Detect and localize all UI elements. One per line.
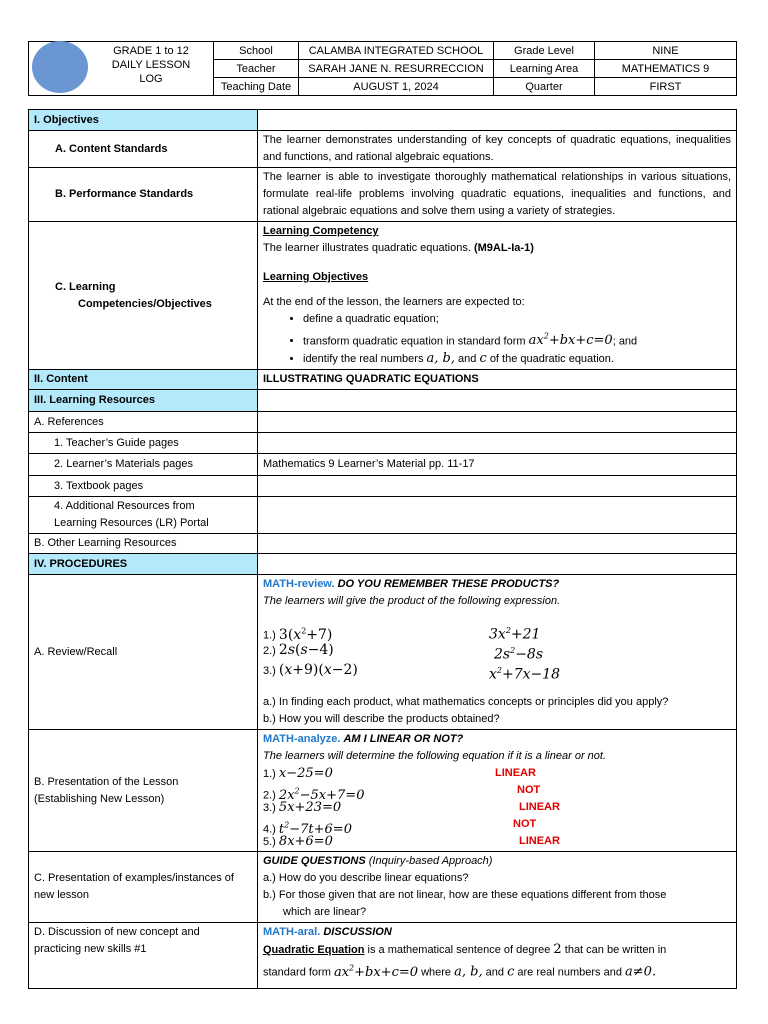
other-resources-empty bbox=[258, 534, 737, 554]
content-standards-label: A. Content Standards bbox=[29, 131, 258, 168]
math-analyze-tag: MATH-analyze. bbox=[263, 733, 341, 746]
linear-item-5-answer: LINEAR bbox=[519, 835, 560, 848]
learning-resources-heading: III. Learning Resources bbox=[29, 390, 258, 412]
content-standards-text: The learner demonstrates understanding of key concepts of quadratic equations, inequalities and functions, and rational algebraic equations. bbox=[258, 131, 737, 168]
review-item-1-expr: 1.) $3(x^2+7)$ bbox=[263, 626, 333, 643]
analyze-instruction: The learners will determine the following equation if it is a linear or not. bbox=[263, 750, 607, 763]
discussion-cell bbox=[258, 923, 737, 989]
guide-questions-heading bbox=[263, 853, 731, 870]
discussion-definition-line-1: Quadratic Equation is a mathematical sentence of degree 2 that can be written in bbox=[263, 942, 667, 958]
linear-item-5: 5.) 8x+6=0 LINEAR bbox=[263, 834, 560, 850]
learning-resources-empty bbox=[258, 390, 737, 412]
learning-competency-line bbox=[263, 240, 731, 257]
review-question: DO YOU REMEMBER THESE PRODUCTS? bbox=[337, 578, 560, 591]
discussion-label bbox=[29, 923, 258, 989]
linear-item-3: 3.) 5x+23=0 LINEAR bbox=[263, 800, 560, 816]
references-empty bbox=[258, 412, 737, 433]
competencies-label-line-2: Competencies/Objectives bbox=[78, 297, 212, 310]
header-line-3: LOG bbox=[139, 73, 163, 85]
learning-area-label: Learning Area bbox=[494, 60, 595, 78]
grade-level-label: Grade Level bbox=[494, 42, 595, 60]
examples-label bbox=[29, 852, 258, 923]
additional-resources-line-2: Learning Resources (LR) Portal bbox=[54, 517, 209, 530]
review-heading bbox=[263, 576, 731, 593]
objectives-heading: I. Objectives bbox=[29, 110, 258, 131]
guide-questions-title: GUIDE QUESTIONS bbox=[263, 855, 366, 868]
quadratic-equation-term: Quadratic Equation bbox=[263, 944, 365, 957]
presentation-cell bbox=[258, 730, 737, 852]
learners-materials-label: 2. Learner’s Materials pages bbox=[29, 454, 258, 476]
review-item-2-expr: 2.) 2s(s−4) bbox=[263, 642, 334, 659]
procedures-heading: IV. PROCEDURES bbox=[29, 554, 258, 575]
teachers-guide-empty bbox=[258, 433, 737, 454]
review-item-3-answer: $x^2+7x-18$ bbox=[489, 666, 561, 683]
teaching-date-label: Teaching Date bbox=[214, 78, 299, 96]
presentation-label-line-1: B. Presentation of the Lesson bbox=[34, 775, 179, 788]
learning-competency-text: The learner illustrates quadratic equations. bbox=[263, 242, 471, 254]
review-cell bbox=[258, 575, 737, 730]
additional-resources-label bbox=[29, 497, 258, 534]
textbook-label: 3. Textbook pages bbox=[29, 476, 258, 497]
grade-level-value: NINE bbox=[595, 42, 737, 60]
review-label: A. Review/Recall bbox=[29, 575, 258, 730]
objective-transform-tail: ; and bbox=[612, 335, 638, 348]
learning-objectives-intro: At the end of the lesson, the learners are expected to: bbox=[263, 296, 525, 308]
textbook-empty bbox=[258, 476, 737, 497]
content-value: ILLUSTRATING QUADRATIC EQUATIONS bbox=[258, 370, 737, 390]
presentation-label-line-2: (Establishing New Lesson) bbox=[34, 792, 165, 805]
school-label: School bbox=[214, 42, 299, 60]
linear-item-2-answer: NOT bbox=[517, 784, 541, 797]
quarter-label: Quarter bbox=[494, 78, 595, 96]
review-item-3 bbox=[263, 662, 731, 682]
competencies-label bbox=[29, 222, 258, 370]
analyze-heading bbox=[263, 731, 731, 748]
discussion-label-line-2: practicing new skills #1 bbox=[34, 943, 147, 956]
header-line-2: DAILY LESSON bbox=[111, 59, 191, 71]
objectives-empty-cell bbox=[258, 110, 737, 131]
review-question-a: a.) In finding each product, what mathematics concepts or principles did you apply? bbox=[263, 696, 669, 709]
math-review-tag: MATH-review. bbox=[263, 578, 335, 591]
header-table bbox=[28, 41, 737, 96]
examples-label-line-1: C. Presentation of examples/instances of bbox=[34, 872, 234, 885]
examples-label-line-2: new lesson bbox=[34, 889, 90, 902]
additional-resources-line-1: 4. Additional Resources from bbox=[54, 500, 195, 513]
guide-question-a: a.) How do you describe linear equations? bbox=[263, 872, 469, 885]
presentation-label bbox=[29, 730, 258, 852]
linear-item-4-answer: NOT bbox=[513, 818, 537, 831]
review-question-b: b.) How you will describe the products obtained? bbox=[263, 713, 500, 726]
linear-item-1: 1.) x−25=0 LINEAR bbox=[263, 766, 536, 782]
school-value: CALAMBA INTEGRATED SCHOOL bbox=[299, 42, 494, 60]
linear-item-3-answer: LINEAR bbox=[519, 801, 560, 814]
competencies-cell bbox=[258, 222, 737, 370]
discussion-label-line-1: D. Discussion of new concept and bbox=[34, 926, 200, 939]
review-item-2 bbox=[263, 642, 731, 662]
references-label: A. References bbox=[29, 412, 258, 433]
objective-identify-tail: of the quadratic equation. bbox=[489, 353, 614, 366]
school-logo bbox=[32, 41, 88, 93]
guide-questions-approach: (Inquiry-based Approach) bbox=[368, 855, 493, 868]
learning-area-value: MATHEMATICS 9 bbox=[595, 60, 737, 78]
teacher-label: Teacher bbox=[214, 60, 299, 78]
guide-question-b: b.) For those given that are not linear, how are these equations different from those bbox=[263, 889, 667, 902]
content-heading: II. Content bbox=[29, 370, 258, 390]
objective-identify-text: identify the real numbers bbox=[303, 353, 424, 366]
review-item-1-answer: $3x^2+21$ bbox=[489, 626, 541, 643]
additional-resources-empty bbox=[258, 497, 737, 534]
teacher-value: SARAH JANE N. RESURRECCION bbox=[299, 60, 494, 78]
performance-standards-text: The learner is able to investigate thoroughly mathematical relationships in various situations, formulate real-life problems involving quadratic equations, inequalities and functions, and rational algebraic equations and solve them using a variety of strategies. bbox=[258, 168, 737, 222]
c-variable: c bbox=[479, 351, 487, 367]
objective-item-transform bbox=[303, 328, 731, 350]
objectives-list bbox=[263, 311, 731, 368]
teachers-guide-label: 1. Teacher’s Guide pages bbox=[29, 433, 258, 454]
discussion-heading bbox=[263, 924, 731, 941]
linear-item-2: 2.) $2x^2-5x+7=0$ NOT bbox=[263, 784, 541, 803]
learning-competency-code: (M9AL-Ia-1) bbox=[473, 242, 534, 254]
abc-variables: a, b, bbox=[426, 351, 455, 367]
objective-item-identify: • identify the real numbers a, b, and c of the quadratic equation. bbox=[303, 350, 731, 368]
procedures-empty bbox=[258, 554, 737, 575]
discussion-definition-line-2: standard form $ax^2+bx+c=0$ where a, b, and c are real numbers and a≠0. bbox=[263, 963, 657, 980]
performance-standards-label: B. Performance Standards bbox=[29, 168, 258, 222]
math-aral-tag: MATH-aral. bbox=[263, 926, 321, 939]
other-resources-label: B. Other Learning Resources bbox=[29, 534, 258, 554]
teaching-date-value: AUGUST 1, 2024 bbox=[299, 78, 494, 96]
header-line-1: GRADE 1 to 12 bbox=[113, 45, 189, 57]
competencies-label-line-1: C. Learning bbox=[55, 280, 116, 293]
objective-item-define: • define a quadratic equation; bbox=[303, 311, 731, 328]
review-item-2-answer: $2s^2-8s$ bbox=[494, 646, 544, 663]
discussion-title: DISCUSSION bbox=[323, 926, 392, 939]
examples-cell bbox=[258, 852, 737, 923]
review-item-1 bbox=[263, 622, 731, 642]
analyze-question: AM I LINEAR OR NOT? bbox=[343, 733, 464, 746]
learning-objectives-title: Learning Objectives bbox=[263, 271, 369, 283]
learning-competency-title: Learning Competency bbox=[263, 225, 379, 237]
review-instruction: The learners will give the product of the following expression. bbox=[263, 595, 561, 608]
quarter-value: FIRST bbox=[595, 78, 737, 96]
linear-item-1-answer: LINEAR bbox=[495, 767, 536, 780]
review-item-3-expr: 3.) (x+9)(x−2) bbox=[263, 662, 358, 679]
guide-question-b-cont: which are linear? bbox=[283, 906, 367, 919]
lesson-table bbox=[28, 109, 737, 989]
objective-transform-text: transform quadratic equation in standard form bbox=[303, 335, 526, 348]
learners-materials-value: Mathematics 9 Learner’s Material pp. 11-17 bbox=[258, 454, 737, 476]
standard-form-expression: $ax^2+bx+c=0$ bbox=[528, 332, 613, 349]
linear-item-4: 4.) $t^2-7t+6=0$ NOT bbox=[263, 818, 537, 837]
